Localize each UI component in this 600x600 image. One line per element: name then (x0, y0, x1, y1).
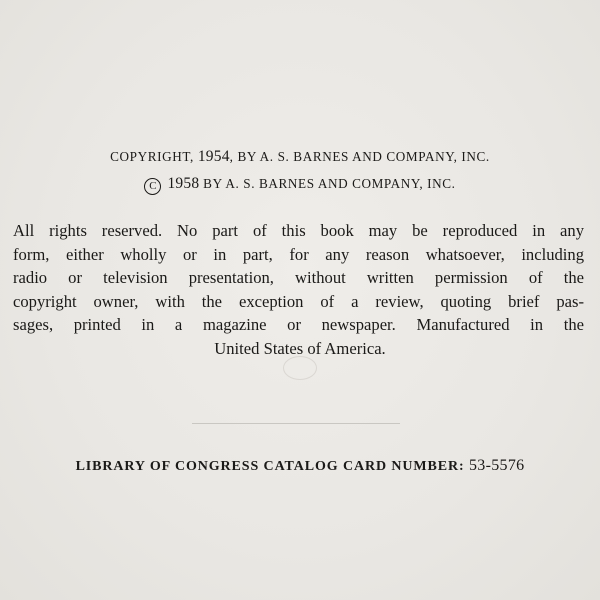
rights-line: form, either wholly or in part, for any reason whatsoever, including (13, 244, 584, 264)
copyright-publisher: , BY A. S. BARNES AND COMPANY, INC. (229, 149, 490, 164)
copyright-symbol-icon: C (144, 178, 161, 195)
copyright-publisher-2: BY A. S. BARNES AND COMPANY, INC. (199, 176, 456, 191)
rights-line: radio or television presentation, without written permission of the (13, 268, 584, 287)
rights-line: copyright owner, with the exception of a review, quoting brief pas- (13, 291, 584, 311)
copyright-line-1954 (0, 148, 600, 166)
catalog-card-number (0, 457, 600, 475)
catalog-number: 53-5576 (469, 457, 525, 474)
rights-line: All rights reserved. No part of this book may be reproduced in any (13, 221, 584, 240)
copyright-year-1958: 1958 (167, 175, 200, 192)
rights-paragraph (0, 219, 600, 360)
divider (192, 423, 400, 424)
rights-line: sages, printed in a magazine or newspaper. Manufactured in the (13, 315, 584, 334)
copyright-year-1954: 1954 (197, 148, 230, 165)
copyright-prefix: COPYRIGHT, (110, 149, 194, 164)
rights-line: United States of America. (214, 338, 386, 358)
copyright-line-1958 (0, 175, 600, 195)
catalog-label: LIBRARY OF CONGRESS CATALOG CARD NUMBER: (75, 459, 465, 474)
